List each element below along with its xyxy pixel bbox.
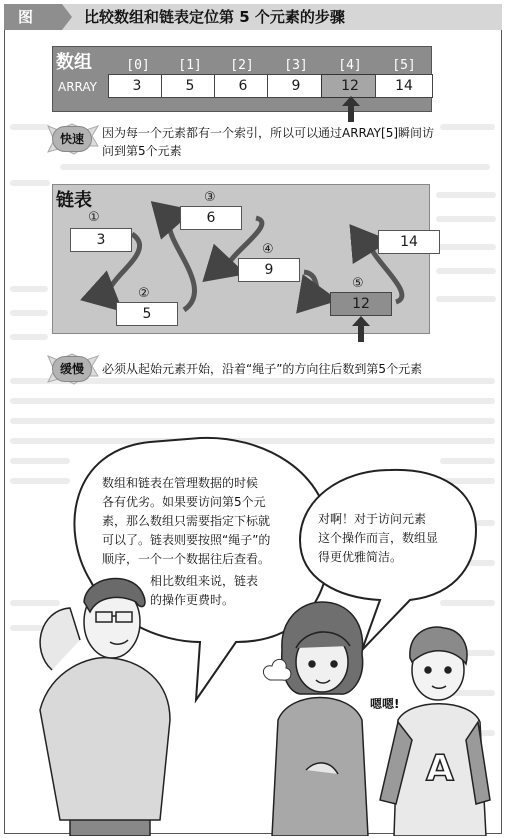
list-node-3: 6 xyxy=(180,206,242,230)
left-bubble-line3: 素，那么数组只需要指定下标就 xyxy=(102,514,271,528)
linked-list-title: 链表 xyxy=(56,190,92,211)
array-title: 数组 xyxy=(56,52,92,73)
list-node-6: 14 xyxy=(378,230,440,254)
left-bubble-line1: 数组和链表在管理数据的时候 xyxy=(102,476,259,490)
list-pointer-arrow-icon xyxy=(352,316,370,342)
array-cell-3: 9 xyxy=(267,74,325,98)
figure-tag: 图 xyxy=(4,4,62,30)
figure-title: 比较数组和链表定位第 5 个元素的步骤 xyxy=(84,8,345,26)
array-index-1: [1] xyxy=(178,58,202,73)
slow-badge: 缓慢 xyxy=(52,356,92,382)
node-mark-5: ⑤ xyxy=(352,276,364,291)
list-node-1: 3 xyxy=(70,228,132,252)
figure-tag-arrow xyxy=(62,4,72,30)
array-index-2: [2] xyxy=(230,58,254,73)
array-pointer-arrow-icon xyxy=(342,96,360,122)
node-mark-4: ④ xyxy=(262,242,274,257)
array-index-5: [5] xyxy=(392,58,416,73)
slow-note-text: 必须从起始元素开始，沿着“绳子”的方向往后数到第5个元素 xyxy=(102,362,423,376)
array-cell-4-highlighted: 12 xyxy=(321,74,379,98)
shirt-letter: A xyxy=(426,748,454,789)
left-bubble-tail-line2: 的操作更费时。 xyxy=(150,593,235,607)
right-bubble-line3: 得更优雅简洁。 xyxy=(318,550,403,564)
list-node-2: 5 xyxy=(116,302,178,326)
fast-note-line1: 因为每一个元素都有一个索引，所以可以通过ARRAY[5]瞬间访 xyxy=(102,126,435,140)
fast-note-line2: 问到第5个元素 xyxy=(102,144,182,158)
list-node-5-highlighted: 12 xyxy=(330,292,392,316)
left-bubble-tail-line1: 相比数组来说，链表 xyxy=(150,574,259,588)
boy-exclaim: 嗯嗯! xyxy=(370,697,400,711)
array-cell-0: 3 xyxy=(108,74,166,98)
node-mark-2: ② xyxy=(138,286,150,301)
list-node-4: 9 xyxy=(238,258,300,282)
array-index-3: [3] xyxy=(284,58,308,73)
fast-badge: 快速 xyxy=(52,126,92,152)
array-cell-1: 5 xyxy=(161,74,219,98)
node-mark-3: ③ xyxy=(204,190,216,205)
boy-character xyxy=(380,627,490,836)
node-mark-1: ① xyxy=(88,210,100,225)
left-bubble-line2: 各有优劣。如果要访问第5个元 xyxy=(102,495,266,509)
array-cell-2: 6 xyxy=(214,74,272,98)
figure-title-bar xyxy=(4,4,502,30)
right-bubble-line2: 这个操作而言，数组显 xyxy=(318,531,439,545)
array-index-0: [0] xyxy=(126,58,150,73)
array-cell-5: 14 xyxy=(375,74,433,98)
rope-9-to-12 xyxy=(304,272,324,298)
array-label: ARRAY xyxy=(58,80,98,94)
left-bubble-line4: 可以了。链表则要按照“绳子”的 xyxy=(102,533,271,547)
left-bubble-line5: 顺序，一个一个数据往后查看。 xyxy=(102,552,271,566)
girl-character xyxy=(272,602,368,836)
comic-illustration xyxy=(0,380,507,836)
array-index-4: [4] xyxy=(338,58,362,73)
right-bubble-line1: 对啊！对于访问元素 xyxy=(318,512,427,526)
